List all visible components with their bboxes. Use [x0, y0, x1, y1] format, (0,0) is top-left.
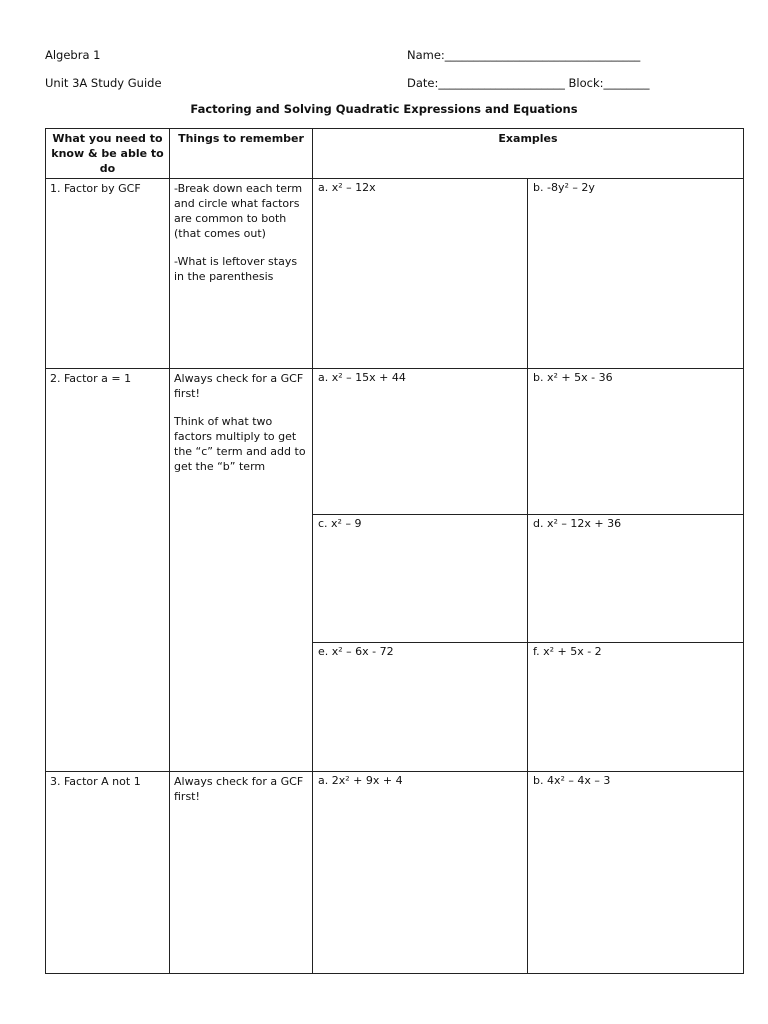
- table-row: [46, 179, 744, 369]
- example-cell: a. x² – 12x: [313, 179, 528, 369]
- remember-note: -What is leftover stays in the parenthesis: [174, 255, 298, 283]
- example-cell: a. 2x² + 9x + 4: [313, 772, 528, 974]
- example-cell: b. -8y² – 2y: [528, 179, 744, 369]
- example-cell: d. x² – 12x + 36: [528, 515, 744, 643]
- topic-cell: 1. Factor by GCF: [46, 179, 170, 369]
- example-cell: b. 4x² – 4x – 3: [528, 772, 744, 974]
- header-examples: Examples: [313, 129, 744, 179]
- table-row: [46, 369, 744, 515]
- example-cell: f. x² + 5x - 2: [528, 643, 744, 772]
- unit-name: Unit 3A Study Guide: [45, 76, 162, 90]
- remember-cell: [170, 369, 313, 772]
- remember-note: -Break down each term and circle what factors are common to both (that comes out): [174, 182, 303, 240]
- remember-note: Always check for a GCF first!: [174, 775, 304, 803]
- remember-note: Think of what two factors multiply to get the “c” term and add to get the “b” term: [174, 415, 306, 473]
- example-cell: b. x² + 5x - 36: [528, 369, 744, 515]
- table-header-row: [46, 129, 744, 179]
- topic-cell: 2. Factor a = 1: [46, 369, 170, 772]
- header-remember: Things to remember: [170, 129, 313, 179]
- header-know: What you need to know & be able to do: [46, 129, 170, 179]
- study-guide-table: [45, 128, 744, 974]
- table-row: [46, 772, 744, 974]
- date-block-field: Date:______________________ Block:________: [407, 76, 650, 90]
- name-field: Name:__________________________________: [407, 48, 641, 62]
- remember-note: Always check for a GCF first!: [174, 372, 304, 400]
- remember-cell: [170, 179, 313, 369]
- course-name: Algebra 1: [45, 48, 101, 62]
- page-title: Factoring and Solving Quadratic Expressions and Equations: [190, 102, 578, 116]
- example-cell: e. x² – 6x - 72: [313, 643, 528, 772]
- topic-cell: 3. Factor A not 1: [46, 772, 170, 974]
- remember-cell: [170, 772, 313, 974]
- example-cell: a. x² – 15x + 44: [313, 369, 528, 515]
- example-cell: c. x² – 9: [313, 515, 528, 643]
